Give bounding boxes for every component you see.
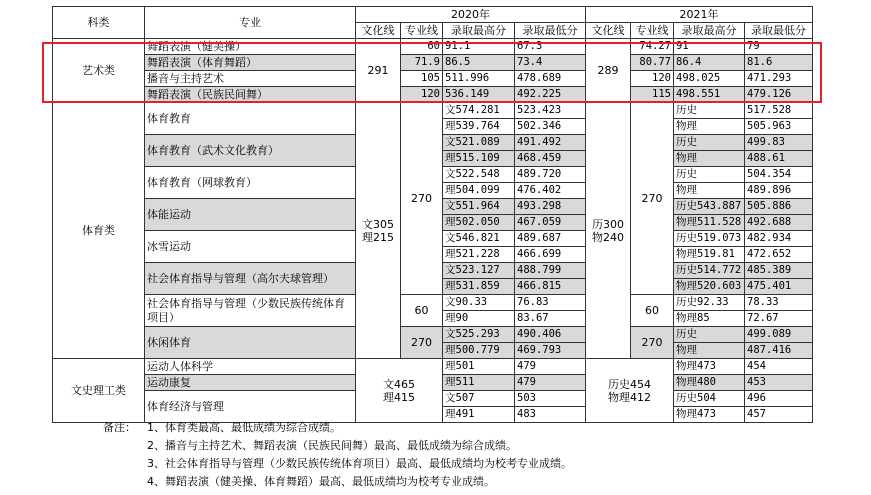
wenshi-min-2020: 479 bbox=[515, 359, 586, 375]
wenshi-min-2021: 496 bbox=[745, 391, 813, 407]
sport-min-2021: 485.389 bbox=[745, 263, 813, 279]
art-min-2021: 81.6 bbox=[745, 55, 813, 71]
sport-max-2020: 理515.109 bbox=[443, 151, 515, 167]
sport-min-2021: 504.354 bbox=[745, 167, 813, 183]
wenshi-max-2020: 理511 bbox=[443, 375, 515, 391]
sport-min-2021: 505.886 bbox=[745, 199, 813, 215]
sport-major: 冰雪运动 bbox=[145, 231, 356, 263]
sport-min-2021: 482.934 bbox=[745, 231, 813, 247]
sport-max-2020: 文523.127 bbox=[443, 263, 515, 279]
art-zhuanyexian-2020: 60 bbox=[401, 39, 443, 55]
sport-max-2021: 历史543.887 bbox=[674, 199, 745, 215]
sport-max-2021: 历史92.33 bbox=[674, 295, 745, 311]
art-min-2020: 492.225 bbox=[515, 87, 586, 103]
art-major: 舞蹈表演（民族民间舞） bbox=[145, 87, 356, 103]
sport-min-2020: 469.793 bbox=[515, 343, 586, 359]
wenshi-cutoff-2021 bbox=[586, 359, 674, 423]
wenshi-max-2020: 文507 bbox=[443, 391, 515, 407]
wenshi-major: 运动康复 bbox=[145, 375, 356, 391]
sport-max-2020: 文546.821 bbox=[443, 231, 515, 247]
art-major: 播音与主持艺术 bbox=[145, 71, 356, 87]
sport-min-2021: 488.61 bbox=[745, 151, 813, 167]
sport-major: 体育教育（武术文化教育） bbox=[145, 135, 356, 167]
sport-min-2021: 487.416 bbox=[745, 343, 813, 359]
sport-zhuanyexian-2020: 270 bbox=[401, 327, 443, 359]
header-min-2021: 录取最低分 bbox=[745, 23, 813, 39]
art-max-2020: 536.149 bbox=[443, 87, 515, 103]
art-min-2020: 73.4 bbox=[515, 55, 586, 71]
sport-max-2020: 文522.548 bbox=[443, 167, 515, 183]
wenshi-cutoff-2020-li: 理415 bbox=[383, 390, 415, 404]
header-max-2020: 录取最高分 bbox=[443, 23, 515, 39]
sport-wenhuaxian-2020 bbox=[356, 103, 401, 359]
wenshi-min-2021: 453 bbox=[745, 375, 813, 391]
header-zhuanyexian-2021: 专业线 bbox=[631, 23, 674, 39]
sport-max-2020: 理504.099 bbox=[443, 183, 515, 199]
sport-major: 体育教育 bbox=[145, 103, 356, 135]
sport-min-2021: 505.963 bbox=[745, 119, 813, 135]
admission-score-table bbox=[52, 6, 813, 423]
art-max-2021: 498.551 bbox=[674, 87, 745, 103]
sport-max-2020: 理539.764 bbox=[443, 119, 515, 135]
header-major: 专业 bbox=[145, 7, 356, 39]
sport-major: 休闲体育 bbox=[145, 327, 356, 359]
note-item: 3、社会体育指导与管理（少数民族传统体育项目）最高、最低成绩均为校考专业成绩。 bbox=[147, 457, 572, 470]
wenshi-min-2020: 503 bbox=[515, 391, 586, 407]
art-min-2021: 79 bbox=[745, 39, 813, 55]
art-zhuanyexian-2021: 120 bbox=[631, 71, 674, 87]
sport-max-2021: 物理 bbox=[674, 151, 745, 167]
sport-max-2021: 历史514.772 bbox=[674, 263, 745, 279]
sport-min-2021: 517.528 bbox=[745, 103, 813, 119]
sport-max-2020: 理90 bbox=[443, 311, 515, 327]
sport-major: 体能运动 bbox=[145, 199, 356, 231]
sport-max-2021: 物理520.603 bbox=[674, 279, 745, 295]
sport-max-2021: 历史 bbox=[674, 135, 745, 151]
wenshi-max-2021: 物理473 bbox=[674, 407, 745, 423]
sport-max-2021: 物理 bbox=[674, 119, 745, 135]
sport-min-2020: 83.67 bbox=[515, 311, 586, 327]
sport-max-2020: 理531.859 bbox=[443, 279, 515, 295]
note-item: 2、播音与主持艺术、舞蹈表演（民族民间舞）最高、最低成绩为综合成绩。 bbox=[147, 439, 517, 452]
note-item: 4、舞蹈表演（健美操、体育舞蹈）最高、最低成绩均为校考专业成绩。 bbox=[147, 475, 495, 488]
category-art: 艺术类 bbox=[53, 39, 145, 103]
wenshi-max-2021: 物理473 bbox=[674, 359, 745, 375]
sport-min-2020: 466.699 bbox=[515, 247, 586, 263]
wenshi-max-2020: 理491 bbox=[443, 407, 515, 423]
header-wenhuaxian-2020: 文化线 bbox=[356, 23, 401, 39]
sport-min-2021: 78.33 bbox=[745, 295, 813, 311]
sport-max-2021: 历史 bbox=[674, 327, 745, 343]
wenshi-min-2020: 483 bbox=[515, 407, 586, 423]
header-min-2020: 录取最低分 bbox=[515, 23, 586, 39]
art-major: 舞蹈表演（体育舞蹈） bbox=[145, 55, 356, 71]
art-max-2021: 498.025 bbox=[674, 71, 745, 87]
art-zhuanyexian-2020: 71.9 bbox=[401, 55, 443, 71]
sport-min-2020: 76.83 bbox=[515, 295, 586, 311]
header-category: 科类 bbox=[53, 7, 145, 39]
sport-min-2020: 476.402 bbox=[515, 183, 586, 199]
art-max-2020: 86.5 bbox=[443, 55, 515, 71]
sport-max-2021: 历史 bbox=[674, 103, 745, 119]
sport-wenhuaxian-2021 bbox=[586, 103, 631, 359]
sport-min-2020: 468.459 bbox=[515, 151, 586, 167]
wenshi-max-2021: 历史504 bbox=[674, 391, 745, 407]
wenshi-min-2020: 479 bbox=[515, 375, 586, 391]
art-zhuanyexian-2021: 115 bbox=[631, 87, 674, 103]
sport-max-2021: 历史 bbox=[674, 167, 745, 183]
notes-label: 备注： bbox=[103, 421, 136, 434]
sport-min-2020: 467.059 bbox=[515, 215, 586, 231]
wenshi-cutoff-2021-hist: 历史454 bbox=[608, 377, 651, 391]
sport-zhuanyexian-2020: 60 bbox=[401, 295, 443, 327]
notes bbox=[103, 419, 572, 491]
sport-max-2020: 理521.228 bbox=[443, 247, 515, 263]
sport-min-2021: 72.67 bbox=[745, 311, 813, 327]
sport-min-2020: 488.799 bbox=[515, 263, 586, 279]
wenshi-max-2020: 理501 bbox=[443, 359, 515, 375]
sport-max-2020: 理500.779 bbox=[443, 343, 515, 359]
sport-major: 社会体育指导与管理（少数民族传统体育项目） bbox=[145, 295, 356, 327]
header-wenhuaxian-2021: 文化线 bbox=[586, 23, 631, 39]
sport-min-2021: 475.401 bbox=[745, 279, 813, 295]
sport-max-2021: 物理85 bbox=[674, 311, 745, 327]
art-min-2020: 478.689 bbox=[515, 71, 586, 87]
wenshi-cutoff-2020 bbox=[356, 359, 443, 423]
wenshi-cutoff-2020-wen: 文465 bbox=[383, 377, 415, 391]
header-year-2020: 2020年 bbox=[356, 7, 586, 23]
sport-max-2020: 文521.089 bbox=[443, 135, 515, 151]
art-min-2021: 471.293 bbox=[745, 71, 813, 87]
sport-max-2021: 物理511.528 bbox=[674, 215, 745, 231]
sport-wenhuaxian-2020-li: 理215 bbox=[362, 230, 394, 244]
sport-min-2021: 499.089 bbox=[745, 327, 813, 343]
sport-min-2020: 490.406 bbox=[515, 327, 586, 343]
sport-zhuanyexian-2021: 270 bbox=[631, 327, 674, 359]
wenshi-min-2021: 454 bbox=[745, 359, 813, 375]
sport-min-2021: 489.896 bbox=[745, 183, 813, 199]
sport-min-2020: 489.720 bbox=[515, 167, 586, 183]
wenshi-min-2021: 457 bbox=[745, 407, 813, 423]
sport-min-2020: 489.687 bbox=[515, 231, 586, 247]
art-wenhuaxian-2020: 291 bbox=[356, 39, 401, 103]
sport-max-2020: 文551.964 bbox=[443, 199, 515, 215]
sport-min-2020: 466.815 bbox=[515, 279, 586, 295]
wenshi-major: 体育经济与管理 bbox=[145, 391, 356, 423]
sport-wenhuaxian-2020-wen: 文305 bbox=[362, 217, 394, 231]
sport-max-2020: 文574.281 bbox=[443, 103, 515, 119]
category-sport: 体育类 bbox=[53, 103, 145, 359]
note-item: 1、体育类最高、最低成绩为综合成绩。 bbox=[147, 421, 341, 434]
sport-max-2021: 物理 bbox=[674, 343, 745, 359]
art-min-2021: 479.126 bbox=[745, 87, 813, 103]
art-zhuanyexian-2020: 105 bbox=[401, 71, 443, 87]
wenshi-cutoff-2021-phys: 物理412 bbox=[608, 390, 651, 404]
sport-max-2020: 文90.33 bbox=[443, 295, 515, 311]
wenshi-max-2021: 物理480 bbox=[674, 375, 745, 391]
art-wenhuaxian-2021: 289 bbox=[586, 39, 631, 103]
wenshi-major: 运动人体科学 bbox=[145, 359, 356, 375]
sport-min-2020: 502.346 bbox=[515, 119, 586, 135]
art-max-2020: 511.996 bbox=[443, 71, 515, 87]
art-max-2021: 86.4 bbox=[674, 55, 745, 71]
art-max-2021: 91 bbox=[674, 39, 745, 55]
art-major: 舞蹈表演（健美操） bbox=[145, 39, 356, 55]
sport-max-2020: 文525.293 bbox=[443, 327, 515, 343]
sport-min-2020: 491.492 bbox=[515, 135, 586, 151]
art-max-2020: 91.1 bbox=[443, 39, 515, 55]
sport-min-2020: 493.298 bbox=[515, 199, 586, 215]
art-min-2020: 67.3 bbox=[515, 39, 586, 55]
sport-zhuanyexian-2020: 270 bbox=[401, 103, 443, 295]
sport-wenhuaxian-2021-hist: 历300 bbox=[592, 217, 624, 231]
category-wenshi: 文史理工类 bbox=[53, 359, 145, 423]
sport-major: 体育教育（网球教育） bbox=[145, 167, 356, 199]
sport-min-2021: 499.83 bbox=[745, 135, 813, 151]
sport-zhuanyexian-2021: 270 bbox=[631, 103, 674, 295]
sport-zhuanyexian-2021: 60 bbox=[631, 295, 674, 327]
art-zhuanyexian-2020: 120 bbox=[401, 87, 443, 103]
sport-wenhuaxian-2021-phys: 物240 bbox=[592, 230, 624, 244]
sport-min-2020: 523.423 bbox=[515, 103, 586, 119]
sport-max-2021: 历史519.073 bbox=[674, 231, 745, 247]
header-max-2021: 录取最高分 bbox=[674, 23, 745, 39]
header-year-2021: 2021年 bbox=[586, 7, 813, 23]
sport-max-2021: 物理 bbox=[674, 183, 745, 199]
art-zhuanyexian-2021: 80.77 bbox=[631, 55, 674, 71]
sport-min-2021: 492.688 bbox=[745, 215, 813, 231]
sport-max-2021: 物理519.81 bbox=[674, 247, 745, 263]
sport-max-2020: 理502.050 bbox=[443, 215, 515, 231]
header-zhuanyexian-2020: 专业线 bbox=[401, 23, 443, 39]
sport-major: 社会体育指导与管理（高尔夫球管理） bbox=[145, 263, 356, 295]
art-zhuanyexian-2021: 74.27 bbox=[631, 39, 674, 55]
sport-min-2021: 472.652 bbox=[745, 247, 813, 263]
